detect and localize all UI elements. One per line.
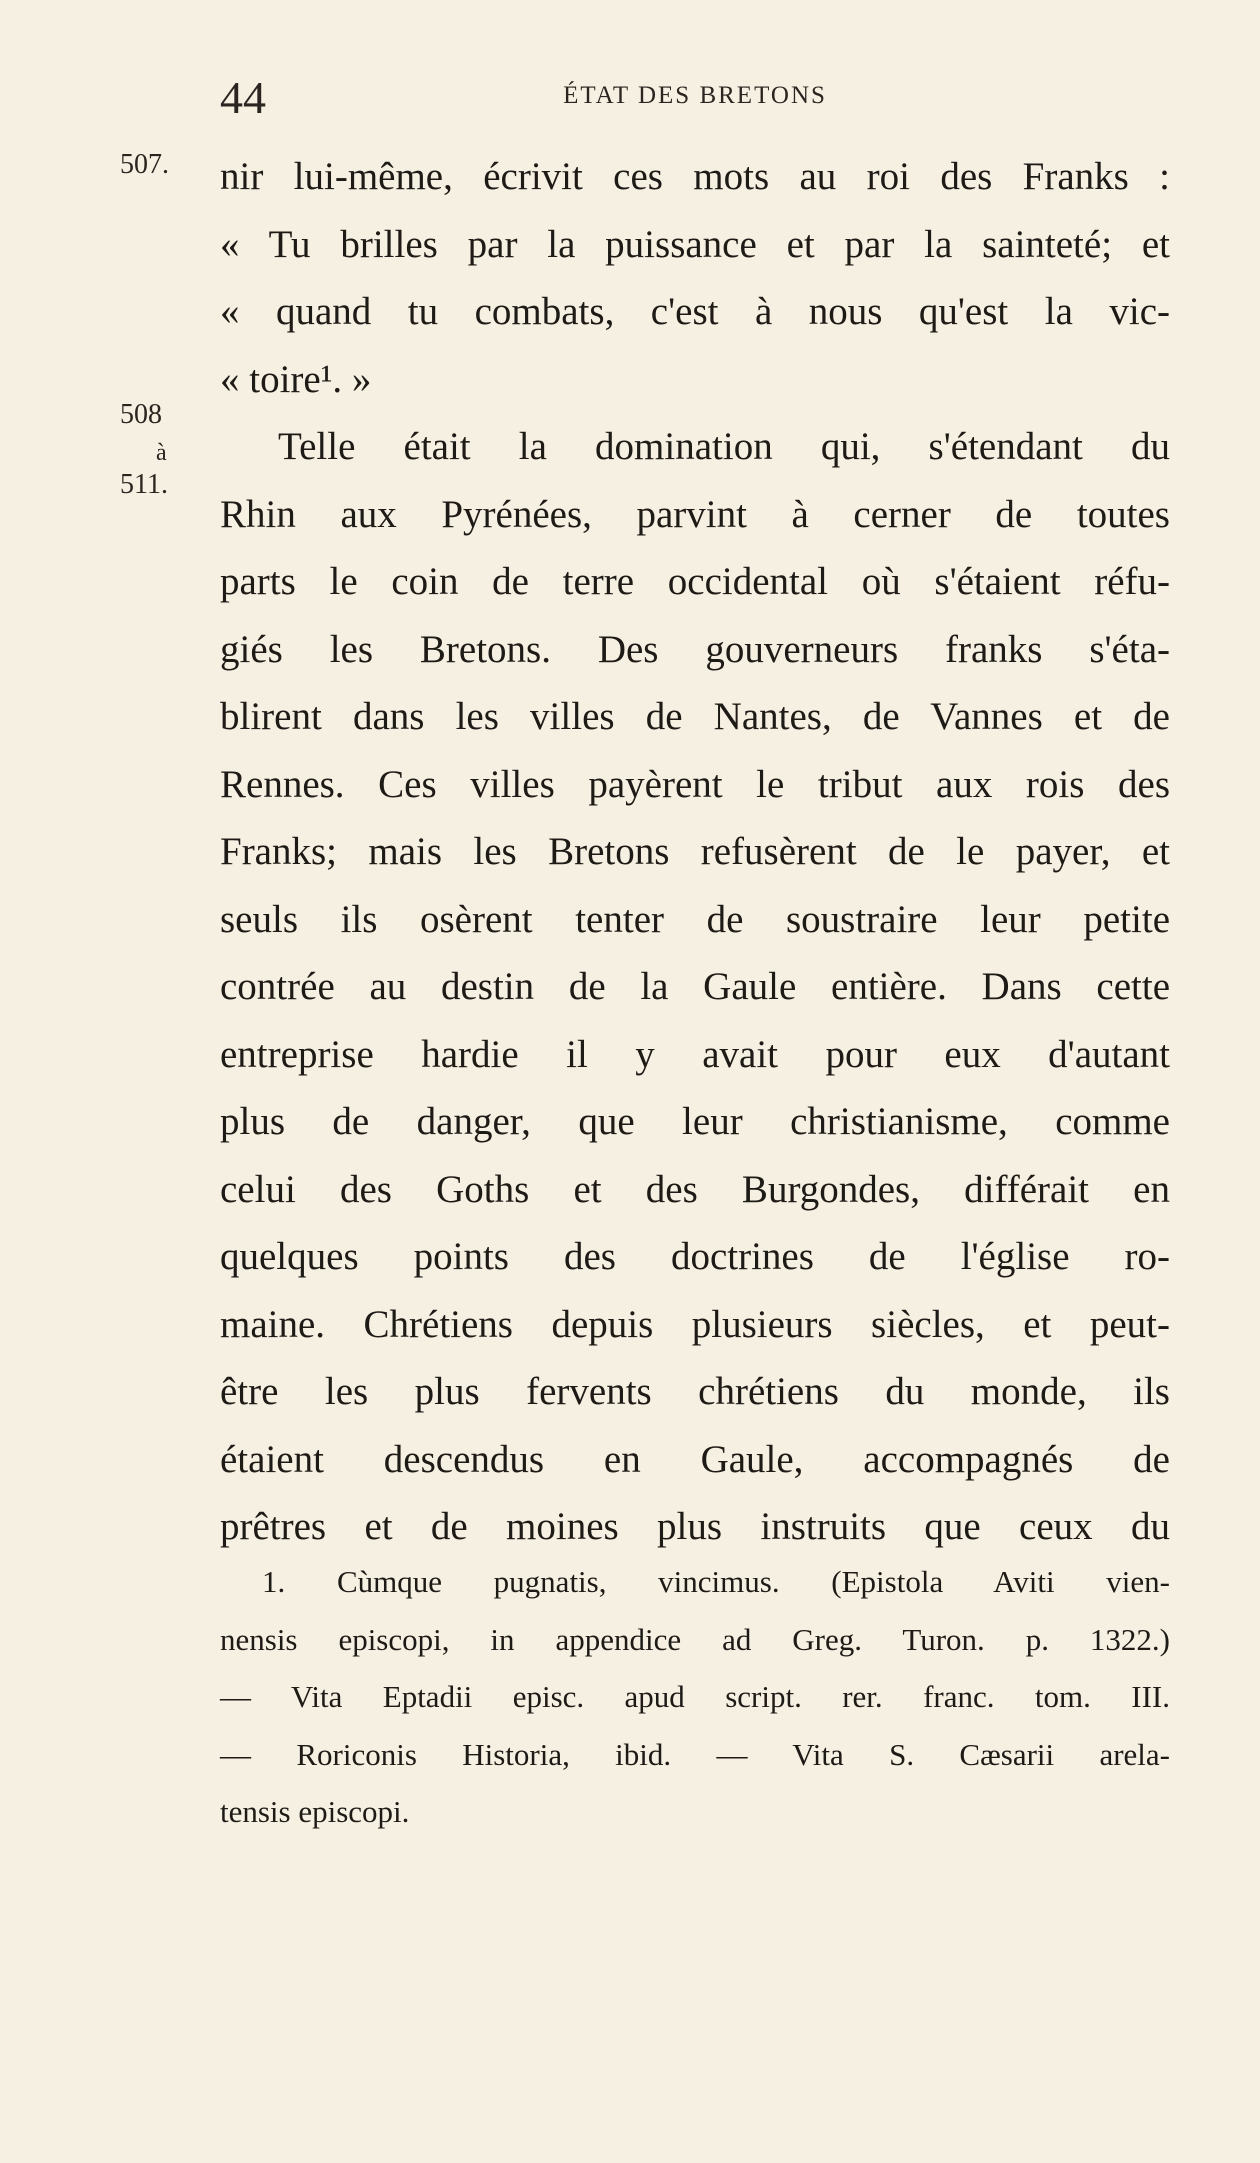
body-line: « Tu brilles par la puissance et par la sainteté; et: [220, 222, 1170, 266]
footnotes: [220, 1553, 1170, 1841]
margin-note-year-508: 508: [120, 399, 162, 430]
footnote-line: — Vita Eptadii episc. apud script. rer. franc. tom. III.: [220, 1679, 1170, 1714]
body-line: Telle était la domination qui, s'étendant du: [278, 425, 1170, 468]
body-line: entreprise hardie il y avait pour eux d'autant: [220, 1032, 1170, 1076]
body-line: contrée au destin de la Gaule entière. Dans cette: [220, 965, 1170, 1008]
body-line: « toire¹. »: [220, 357, 372, 401]
body-line: nir lui-même, écrivit ces mots au roi des Franks :: [220, 155, 1170, 198]
margin-note-year-511: 511.: [120, 469, 168, 500]
footnote-line: tensis episcopi.: [220, 1794, 410, 1829]
body-line: plus de danger, que leur christianisme, comme: [220, 1100, 1170, 1143]
body-line: giés les Bretons. Des gouverneurs franks s'éta-: [220, 627, 1170, 671]
footnote-line: nensis episcopi, in appendice ad Greg. Turon. p. 1322.): [220, 1621, 1170, 1657]
margin-note-year-507: 507.: [120, 149, 169, 180]
body-line: « quand tu combats, c'est à nous qu'est la vic-: [220, 290, 1170, 333]
body-line: seuls ils osèrent tenter de soustraire leur petite: [220, 897, 1170, 941]
body-line: prêtres et de moines plus instruits que ceux du: [220, 1505, 1170, 1548]
body-line: blirent dans les villes de Nantes, de Vannes et de: [220, 695, 1170, 738]
running-title: ÉTAT DES BRETONS: [563, 82, 827, 109]
body-text: [220, 143, 1170, 1561]
body-line: celui des Goths et des Burgondes, différait en: [220, 1167, 1170, 1211]
body-line: étaient descendus en Gaule, accompagnés de: [220, 1437, 1170, 1481]
footnote-line: 1. Cùmque pugnatis, vincimus. (Epistola Aviti vien-: [262, 1564, 1170, 1599]
body-line: Rhin aux Pyrénées, parvint à cerner de toutes: [220, 492, 1170, 536]
margin-note-a: à: [156, 440, 167, 466]
body-line: être les plus fervents chrétiens du monde, ils: [220, 1370, 1170, 1413]
body-line: Franks; mais les Bretons refusèrent de le payer, et: [220, 830, 1170, 873]
body-line: parts le coin de terre occidental où s'étaient réfu-: [220, 560, 1170, 603]
page-number: 44: [220, 72, 266, 123]
body-line: Rennes. Ces villes payèrent le tribut aux rois des: [220, 762, 1170, 806]
body-line: quelques points des doctrines de l'église ro-: [220, 1235, 1170, 1278]
footnote-line: — Roriconis Historia, ibid. — Vita S. Cæsarii arela-: [220, 1736, 1170, 1772]
body-line: maine. Chrétiens depuis plusieurs siècles, et peut-: [220, 1302, 1170, 1346]
page-header: [220, 70, 1170, 130]
